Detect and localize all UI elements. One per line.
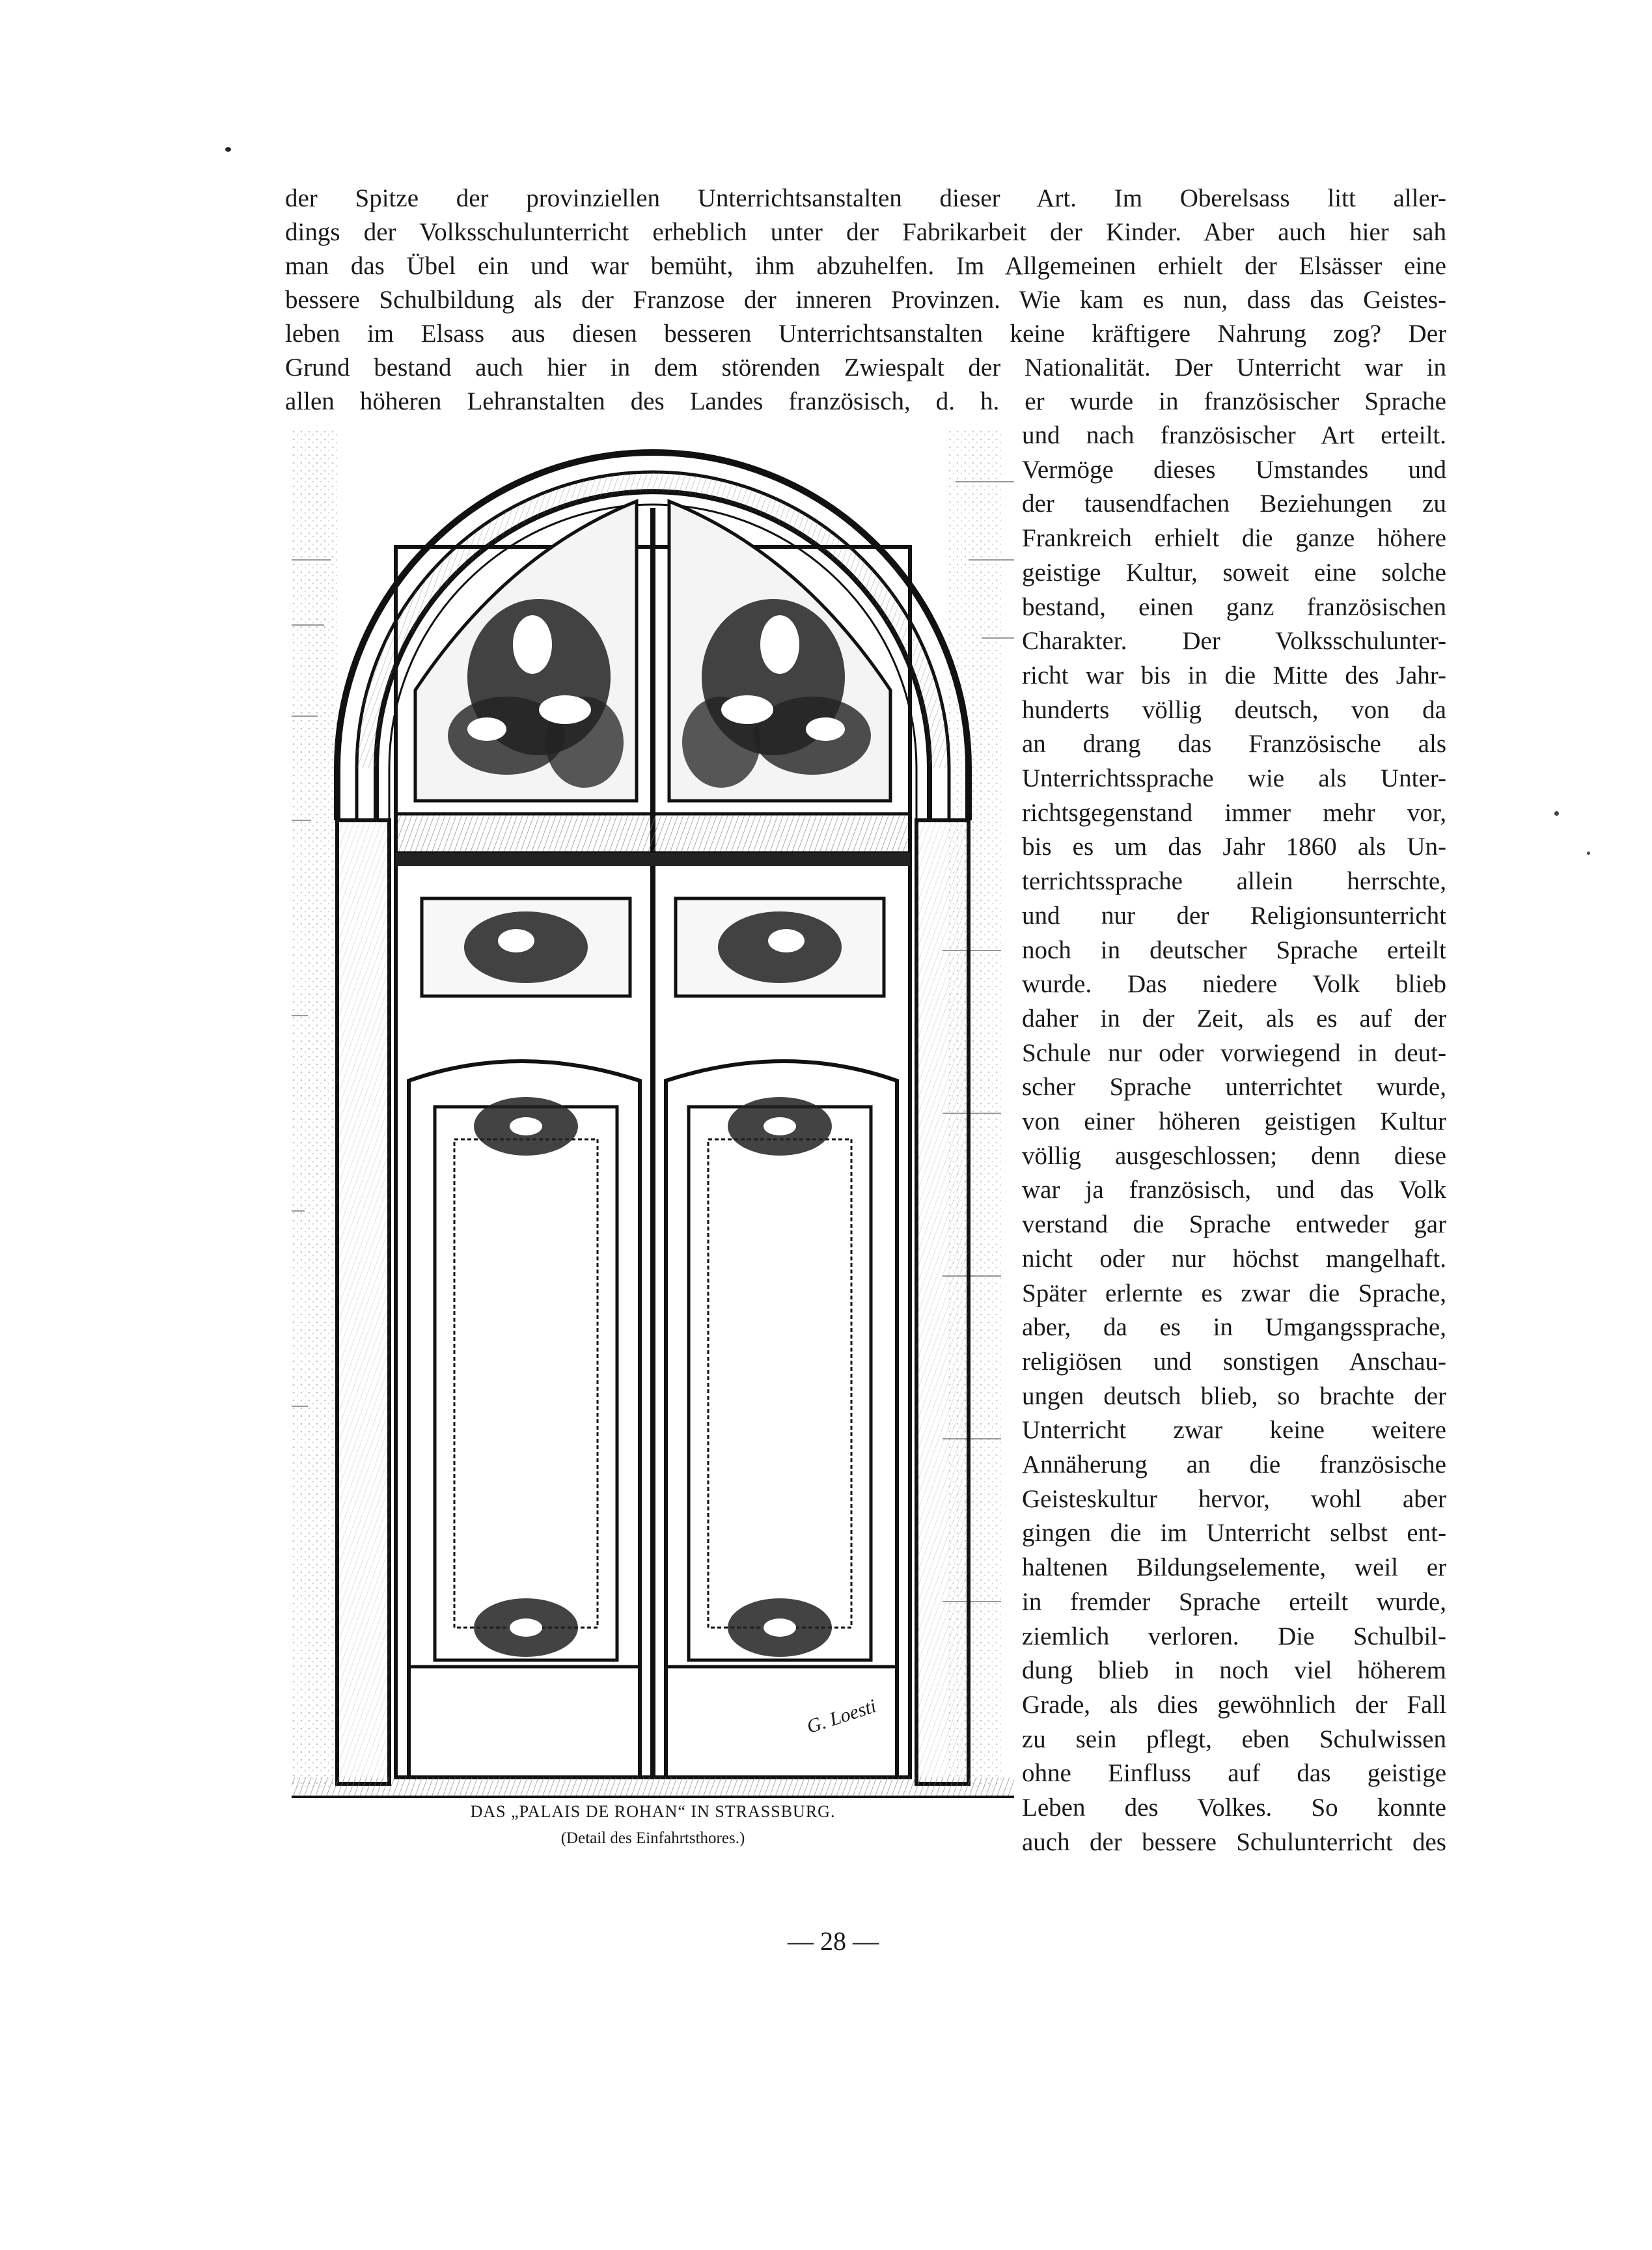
text-line: Annäherung an die französische [1022, 1451, 1446, 1479]
text-line: hunderts völlig deutsch, von da [1022, 695, 1446, 724]
text-line: Grade, als dies gewöhnlich der Fall [1022, 1690, 1446, 1719]
text-line: und nach französischer Art erteilt. [1022, 421, 1446, 449]
text-line: Leben des Volkes. So konnte [1022, 1794, 1446, 1822]
text-line: daher in der Zeit, als es auf der [1022, 1004, 1446, 1033]
text-line: Schule nur oder vorwiegend in deut- [1022, 1038, 1446, 1067]
text-line: nicht oder nur höchst mangelhaft. [1022, 1244, 1446, 1273]
text-line: scher Sprache unterrichtet wurde, [1022, 1073, 1446, 1102]
text-line: und nur der Religionsunterricht [1022, 901, 1446, 930]
text-line: der tausendfachen Beziehungen zu [1022, 490, 1446, 518]
text-line: religiösen und sonstigen Anschau- [1022, 1347, 1446, 1376]
text-line: ohne Einfluss auf das geistige [1022, 1759, 1446, 1788]
text-line: aber, da es in Umgangssprache, [1022, 1313, 1446, 1342]
text-line: bessere Schulbildung als der Franzose der inneren Provinzen. Wie kam es nun, dass das Geistes- [285, 286, 1446, 314]
text-line: richtsgegenstand immer mehr vor, [1022, 798, 1446, 827]
text-line: allen höheren Lehranstalten des Landes französisch, d. h. er wurde in französischer Sprache [285, 387, 1446, 415]
text-line: an drang das Französische als [1022, 730, 1446, 758]
text-line: bis es um das Jahr 1860 als Un- [1022, 833, 1446, 861]
text-line: verstand die Sprache entweder gar [1022, 1210, 1446, 1239]
page-number: — 28 — [788, 1926, 879, 1956]
text-line: Unterricht zwar keine weitere [1022, 1416, 1446, 1445]
text-line: Charakter. Der Volksschulunter- [1022, 627, 1446, 656]
text-line: gingen die im Unterricht selbst ent- [1022, 1519, 1446, 1548]
text-line: noch in deutscher Sprache erteilt [1022, 936, 1446, 964]
figure-caption-subtitle: (Detail des Einfahrtsthores.) [560, 1829, 745, 1847]
ink-speck [1554, 811, 1559, 816]
text-line: terrichtssprache allein herrschte, [1022, 867, 1446, 896]
text-line: Vermöge dieses Umstandes und [1022, 455, 1446, 484]
text-line: bestand, einen ganz französischen [1022, 592, 1446, 621]
text-line: ziemlich verloren. Die Schulbil- [1022, 1622, 1446, 1650]
cornice-band [396, 814, 910, 866]
text-line: dung blieb in noch viel höherem [1022, 1656, 1446, 1685]
text-line: dings der Volksschulunterricht erheblich unter der Fabrikarbeit der Kinder. Aber auch hier sah [285, 218, 1446, 246]
text-line: leben im Elsass aus diesen besseren Unterrichtsanstalten keine kräftigere Nahrung zog? Der [285, 320, 1446, 348]
text-line: völlig ausgeschlossen; denn diese [1022, 1141, 1446, 1170]
ink-speck [225, 147, 231, 152]
text-line: zu sein pflegt, eben Schulwissen [1022, 1725, 1446, 1753]
text-line: man das Übel ein und war bemüht, ihm abzuhelfen. Im Allgemeinen erhielt der Elsässer eine [285, 252, 1446, 280]
text-line: Frankreich erhielt die ganze höhere [1022, 524, 1446, 553]
text-line: der Spitze der provinziellen Unterrichtsanstalten dieser Art. Im Oberelsass litt aller- [285, 184, 1446, 212]
text-line: haltenen Bildungselemente, weil er [1022, 1553, 1446, 1582]
text-line: Unterrichtssprache wie als Unter- [1022, 764, 1446, 792]
text-line: Geisteskultur hervor, wohl aber [1022, 1484, 1446, 1513]
text-line: wurde. Das niedere Volk blieb [1022, 970, 1446, 999]
text-line: Später erlernte es zwar die Sprache, [1022, 1279, 1446, 1307]
figure-caption-title: DAS „PALAIS DE ROHAN“ IN STRASSBURG. [470, 1802, 836, 1821]
text-line: von einer höheren geistigen Kultur [1022, 1107, 1446, 1135]
text-line: richt war bis in die Mitte des Jahr- [1022, 661, 1446, 689]
ink-speck [1587, 852, 1590, 855]
text-line: geistige Kultur, soweit eine solche [1022, 558, 1446, 587]
text-line: auch der bessere Schulunterricht des [1022, 1827, 1446, 1856]
door-illustration [292, 430, 1014, 1810]
text-line: Grund bestand auch hier in dem störenden Zwiespalt der Nationalität. Der Unterricht war in [285, 354, 1446, 382]
text-line: in fremder Sprache erteilt wurde, [1022, 1587, 1446, 1616]
text-line: war ja französisch, und das Volk [1022, 1176, 1446, 1204]
text-line: ungen deutsch blieb, so brachte der [1022, 1382, 1446, 1410]
artist-signature: G. Loesti [804, 1695, 879, 1738]
